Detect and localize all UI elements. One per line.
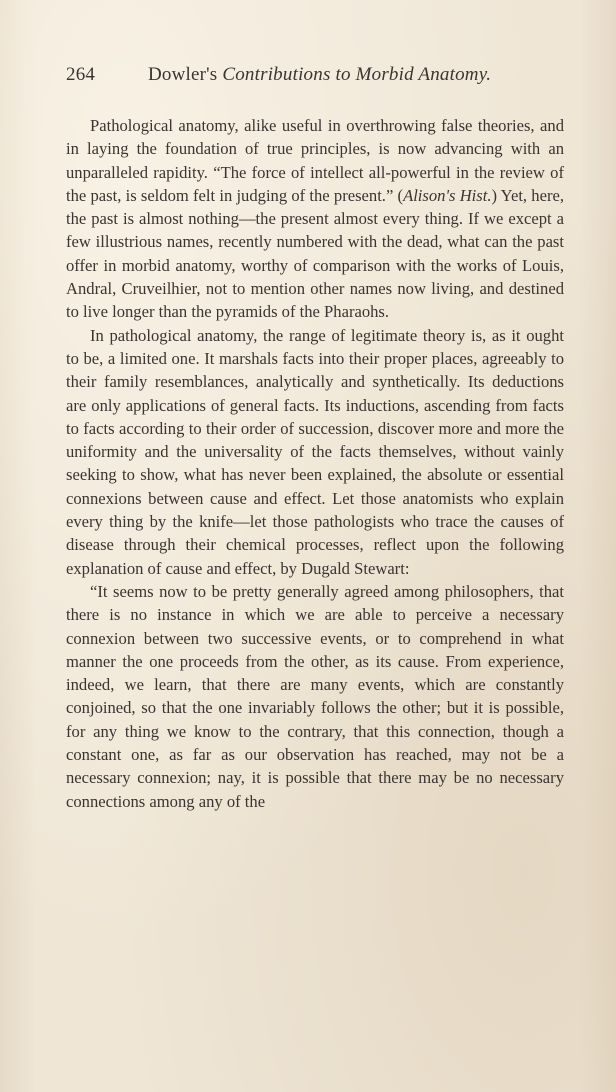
page-number: 264 [66, 64, 96, 85]
body-text [66, 114, 564, 813]
running-title-author: Dowler's [148, 64, 218, 85]
running-title-work: Contributions to Morbid Anatomy. [222, 64, 492, 85]
citation-alison: Alison's Hist. [403, 185, 492, 205]
paragraph-1-text-a: Pathological anatomy, alike useful in overthrowing false theories, and in laying the foundation of true principles, is now advancing with an unparalleled rapidity. “The force of intellect all-powerful in the review of the past, is seldom felt in judging of the present.” ( [66, 116, 564, 205]
running-title [148, 64, 491, 86]
paragraph-1-text-b: ) Yet, here, the past is almost nothing—the present almost every thing. If we except a few illustrious names, recently numbered with the dead, what can the past offer in morbid anatomy, worthy of comparison with the works of Louis, Andral, Cruveilhier, not to mention other names now living, and destined to live longer than the pyramids of the Pharaohs. [66, 185, 564, 322]
paragraph-1 [66, 114, 564, 324]
paragraph-2: In pathological anatomy, the range of legitimate theory is, as it ought to be, a limited one. It marshals facts into their proper places, agreeably to their family resemblances, analytically and synthetically. Its deductions are only applications of general facts. Its inductions, ascending from facts to facts according to their order of succession, discover more and more the uniformity and the universality of the facts themselves, without vainly seeking to show, what has never been explained, the absolute or essential connexions between cause and effect. Let those anatomists who explain every thing by the knife—let those pathologists who trace the causes of disease through their chemical processes, reflect upon the following explanation of cause and effect, by Dugald Stewart: [66, 325, 564, 578]
paragraph-3-quote: “It seems now to be pretty generally agreed among philosophers, that there is no instance in which we are able to perceive a necessary connexion between two successive events, or to comprehend in what manner the one proceeds from the other, as its cause. From experience, indeed, we learn, that there are many events, which are constantly conjoined, so that the one invariably follows the other; but it is possible, for any thing we know to the contrary, that this connection, though a constant one, as far as our observation has reached, may not be a necessary connexion; nay, it is possible that there may be no necessary connections among any of the [66, 581, 564, 811]
